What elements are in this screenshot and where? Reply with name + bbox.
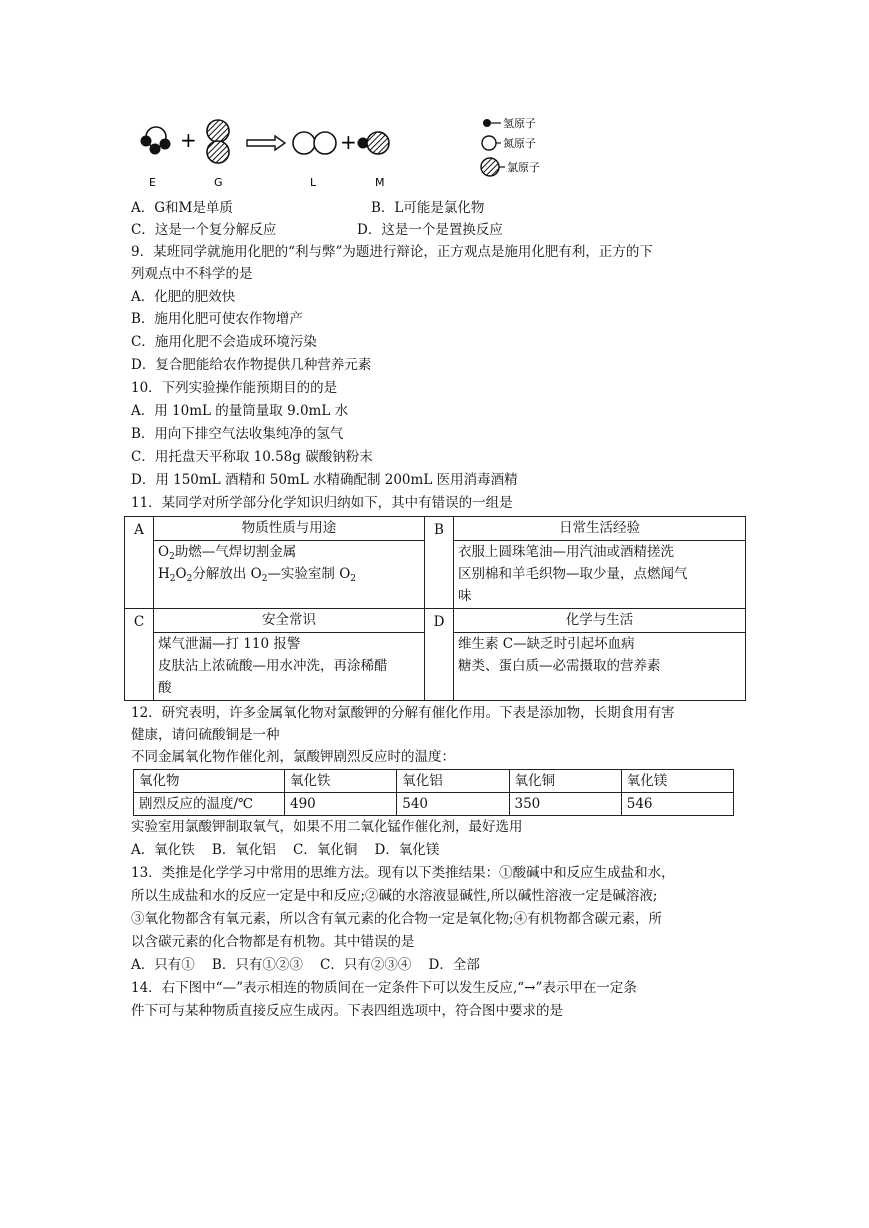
q8-option-row-1: [131, 197, 485, 219]
q12-cell-3: 350: [509, 793, 621, 816]
q12-header-2: 氧化铝: [397, 770, 509, 793]
q13-options: A．只有① B．只有①②③ C．只有②③④ D．全部: [131, 957, 480, 973]
q10-stem: 10．下列实验操作能预期目的的是: [131, 380, 338, 396]
q13-line-2: 所以生成盐和水的反应一定是中和反应;②碱的水溶液显碱性,所以碱性溶液一定是碱溶液;: [131, 888, 658, 904]
q8-option-d: D．这是一个是置换反应: [357, 222, 503, 238]
plus-sign-2: +: [340, 130, 357, 154]
q12-stem-2: 健康，请问硫酸铜是一种: [131, 727, 280, 743]
svg-text:氮原子: 氮原子: [503, 137, 536, 150]
molecule-l: [293, 132, 336, 154]
q9-option-b: B．施用化肥可使农作物增产: [131, 311, 303, 327]
q12-after: 实验室用氯酸钾制取氧气，如果不用二氧化锰作催化剂，最好选用: [131, 819, 523, 835]
q8-option-row-2: [131, 219, 503, 241]
q9-stem-2: 列观点中不科学的是: [131, 266, 253, 282]
legend-nitrogen: [482, 136, 536, 150]
q8-option-b: B．L可能是氯化物: [371, 200, 485, 216]
q9-option-d: D．复合肥能给农作物提供几种营养元素: [131, 357, 372, 373]
q11-cell-a: [154, 541, 425, 609]
q11-b-line-2: 区别棉和羊毛织物—取少量，点燃闻气: [458, 566, 688, 582]
q12-header-0: 氧化物: [134, 770, 285, 793]
q12-cell-4: 546: [621, 793, 733, 816]
q11-table: [124, 516, 746, 701]
q10-option-b: B．用向下排空气法收集纯净的氢气: [131, 426, 344, 442]
q13-line-1: 13．类推是化学学习中常用的思维方法。现有以下类推结果：①酸碱中和反应生成盐和水，: [131, 865, 675, 881]
legend-chlorine: [481, 158, 540, 176]
q11-head-c: 安全常识: [154, 609, 425, 633]
molecule-m: [358, 132, 390, 154]
q11-head-a: 物质性质与用途: [154, 517, 425, 541]
q14-line-1: 14．右下图中“—”表示相连的物质间在一定条件下可以发生反应,“→”表示甲在一定条: [131, 980, 637, 996]
q11-cell-c: [154, 633, 425, 701]
q11-head-d: 化学与生活: [454, 609, 746, 633]
q11-label-d: D: [425, 609, 454, 701]
q10-option-c: C．用托盘天平称取 10.58g 碳酸钠粉末: [131, 449, 373, 465]
molecule-g: [207, 120, 229, 163]
label-g: G: [214, 176, 223, 189]
q11-a-line-1: $O_2$助燃—气焊切割金属: [158, 544, 297, 562]
q11-stem: 11．某同学对所学部分化学知识归纳如下，其中有错误的一组是: [131, 495, 513, 511]
q12-header-4: 氧化镁: [621, 770, 733, 793]
q12-cell-2: 540: [397, 793, 509, 816]
q11-c-line-1: 煤气泄漏—打 110 报警: [158, 636, 301, 652]
q12-intro: 不同金属氧化物作催化剂，氯酸钾剧烈反应时的温度：: [131, 749, 455, 765]
q10-option-a: A．用 10mL 的量筒量取 9.0mL 水: [131, 403, 349, 419]
q8-option-c: C．这是一个复分解反应: [131, 222, 277, 238]
q12-header-1: 氧化铁: [285, 770, 397, 793]
q11-label-b: B: [425, 517, 454, 609]
q12-table: [133, 769, 734, 816]
q12-cell-0: 剧烈反应的温度/℃: [134, 793, 285, 816]
q11-head-b: 日常生活经验: [454, 517, 746, 541]
legend-hydrogen: [483, 116, 536, 130]
q11-d-line-2: 糖类、蛋白质—必需摄取的营养素: [458, 658, 661, 674]
q12-options: A．氧化铁 B．氧化铝 C．氧化铜 D．氧化镁: [131, 842, 440, 858]
svg-text:氢原子: 氢原子: [503, 117, 536, 130]
reaction-diagram: [135, 113, 605, 193]
q11-c-line-2: 皮肤沾上浓硫酸—用水冲洗，再涂稀醋: [158, 658, 388, 674]
q12-stem-1: 12．研究表明，许多金属氧化物对氯酸钾的分解有催化作用。下表是添加物，长期食用有害: [131, 705, 675, 721]
q9-stem-1: 9．某班同学就施用化肥的“利与弊”为题进行辩论，正方观点是施用化肥有利，正方的下: [131, 244, 653, 260]
q11-cell-b: [454, 541, 746, 609]
q11-d-line-1: 维生素 C—缺乏时引起坏血病: [458, 636, 635, 652]
reaction-arrow: [247, 136, 285, 150]
plus-sign-1: +: [180, 128, 197, 152]
q11-a-line-2: $H_2O_2$分解放出 $O_2—$实验室制 $O_2$: [158, 566, 357, 584]
q14-line-2: 件下可与某种物质直接反应生成丙。下表四组选项中，符合图中要求的是: [131, 1003, 563, 1019]
molecule-e: [141, 127, 171, 155]
q11-label-c: C: [125, 609, 154, 701]
q8-option-a: A．G和M是单质: [131, 200, 233, 216]
q9-option-c: C．施用化肥不会造成环境污染: [131, 334, 317, 350]
q12-header-3: 氧化铜: [509, 770, 621, 793]
svg-text:氯原子: 氯原子: [507, 161, 540, 174]
q11-b-line-1: 衣服上圆珠笔油—用汽油或酒精搓洗: [458, 544, 674, 560]
q13-line-3: ③氧化物都含有氧元素，所以含有氧元素的化合物一定是氧化物;④有机物都含碳元素，所: [131, 911, 663, 927]
q9-option-a: A．化肥的肥效快: [131, 289, 236, 305]
q11-c-line-3: 酸: [158, 680, 172, 696]
label-e: E: [149, 176, 156, 189]
label-m: M: [375, 176, 385, 189]
label-l: L: [310, 176, 317, 189]
q10-option-d: D．用 150mL 酒精和 50mL 水精确配制 200mL 医用消毒酒精: [131, 472, 518, 488]
q11-b-line-3: 味: [458, 588, 472, 604]
q13-line-4: 以含碳元素的化合物都是有机物。其中错误的是: [131, 934, 415, 950]
q12-cell-1: 490: [285, 793, 397, 816]
q11-cell-d: [454, 633, 746, 701]
q11-label-a: A: [125, 517, 154, 609]
